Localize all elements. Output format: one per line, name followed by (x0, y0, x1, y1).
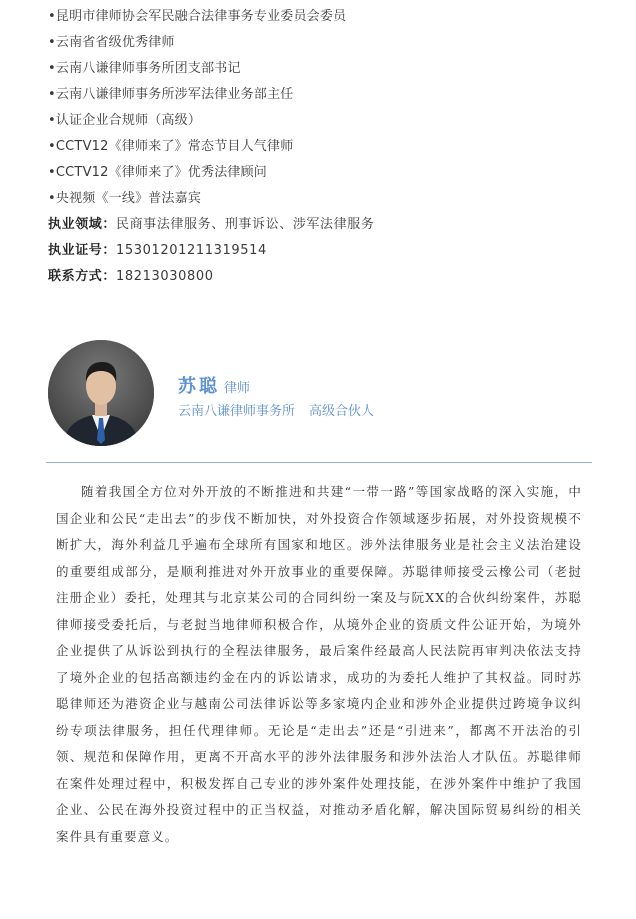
license-number-label: 执业证号： (48, 243, 117, 258)
lawyer-name: 苏聪 (178, 376, 220, 397)
lawyer-profile-card (48, 340, 608, 450)
firm-row (178, 400, 374, 419)
credential-item: •昆明市律师协会军民融合法律事务专业委员会委员 (48, 9, 347, 24)
credential-item: •认证企业合规师（高级） (48, 113, 202, 128)
case-description-paragraph: 随着我国全方位对外开放的不断推进和共建“一带一路”等国家战略的深入实施，中国企业和公民“走出去”的步伐不断加快，对外投资合作领域逐步拓展，对外投资规模不断扩大，海外利益几乎遍布全球所有国家和地区。涉外法律服务业是社会主义法治建设的重要组成部分，是顺利推进对外开放事业的重要保障。苏聪律师接受云橡公司（老挝注册企业）委托，处理其与北京某公司的合同纠纷一案及与阮XX的合伙纠纷案件，苏聪律师接受委托后，与老挝当地律师积极合作，从境外企业的资质文件公证开始，为境外企业提供了从诉讼到执行的全程法律服务，最后案件经最高人民法院再审判决依法支持了境外企业的包括高额违约金在内的诉讼请求，成功的为委托人维护了其权益。同时苏聪律师还为港资企业与越南公司法律诉讼等多家境内企业和涉外企业提供过跨境争议纠纷专项法律服务，担任代理律师。无论是“走出去”还是“引进来”，都离不开法治的引领、规范和保障作用，更离不开高水平的涉外法律服务和涉外法治人才队伍。苏聪律师在案件处理过程中，积极发挥自己专业的涉外案件处理技能，在涉外案件中维护了我国企业、公民在海外投资过程中的正当权益，对推动矛盾化解，解决国际贸易纠纷的相关案件具有重要意义。 (56, 484, 582, 844)
credential-item: •云南八谦律师事务所涉军法律业务部主任 (48, 87, 294, 102)
avatar (48, 340, 154, 446)
lawyer-title: 律师 (224, 381, 251, 396)
credential-item: •云南八谦律师事务所团支部书记 (48, 61, 241, 76)
credential-item: •CCTV12《律师来了》优秀法律顾问 (48, 165, 267, 180)
license-number-row (48, 238, 608, 264)
firm-name: 云南八谦律师事务所 (178, 404, 296, 419)
license-number-value: 15301201211319514 (116, 243, 267, 258)
partner-role: 高级合伙人 (309, 404, 375, 419)
practice-area-row (48, 212, 608, 238)
credential-item: •CCTV12《律师来了》常态节目人气律师 (48, 139, 294, 154)
contact-value: 18213030800 (116, 269, 214, 284)
contact-label: 联系方式： (48, 269, 117, 284)
lawyer-name-row (178, 372, 250, 398)
lawyer-portrait-image (48, 340, 154, 446)
credential-item: •央视频《一线》普法嘉宾 (48, 191, 202, 206)
section-divider (46, 462, 592, 463)
credentials-list (48, 4, 608, 290)
practice-area-value: 民商事法律服务、刑事诉讼、涉军法律服务 (116, 217, 375, 232)
credential-item: •云南省省级优秀律师 (48, 35, 175, 50)
contact-row (48, 264, 608, 290)
practice-area-label: 执业领域： (48, 217, 117, 232)
